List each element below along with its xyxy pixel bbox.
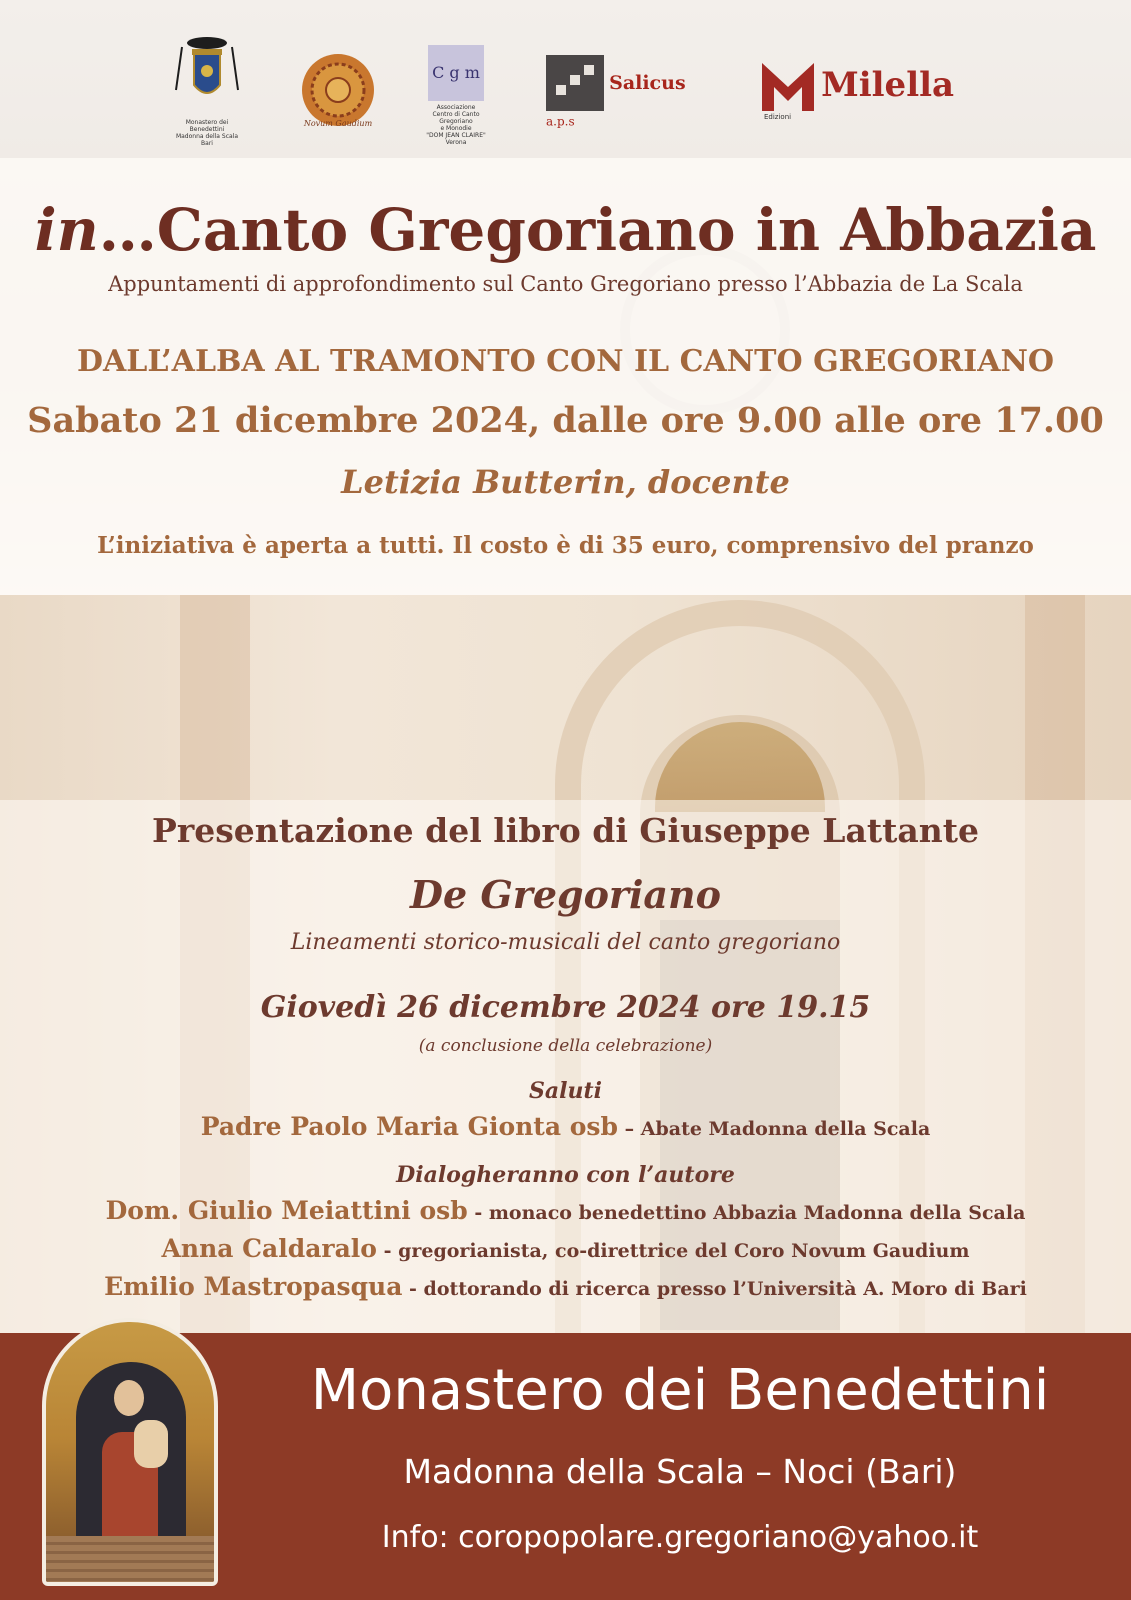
speaker-name: Dom. Giulio Meiattini osb (105, 1196, 468, 1225)
milella-name: Milella (821, 65, 955, 105)
novum-gaudium-logo (295, 50, 381, 127)
steps (46, 1536, 214, 1582)
novum-gaudium-caption: Novum Gaudium (303, 119, 373, 128)
cgm-logo-caption: Associazione Centro di Canto Gregoriano e Monodie "DOM JEAN CLAIRE" Verona (426, 104, 486, 146)
speaker-role: – Abate Madonna della Scala (618, 1118, 931, 1140)
salicus-logo (546, 55, 716, 130)
speaker-role: - gregorianista, co-direttrice del Coro Novum Gaudium (376, 1240, 970, 1262)
footer-contact-email[interactable]: Info: coropopolare.gregoriano@yahoo.it (381, 1520, 979, 1555)
saluti-label: Saluti (528, 1078, 602, 1104)
footer-subtitle: Madonna della Scala – Noci (Bari) (403, 1452, 957, 1491)
madonna-della-scala-icon (42, 1318, 218, 1586)
event1-heading: DALL’ALBA AL TRAMONTO CON IL CANTO GREGORIANO (76, 344, 1055, 379)
speaker-name: Emilio Mastropasqua (104, 1272, 403, 1301)
monastero-logo-caption: Monastero dei Benedettini Madonna della Scala Bari (175, 119, 239, 147)
milella-caption: Edizioni (764, 113, 792, 121)
madonna-face (114, 1380, 144, 1416)
speaker-role: - dottorando di ricerca presso l’Università A. Moro di Bari (402, 1278, 1027, 1300)
saluti-speaker (0, 1112, 1131, 1141)
footer-title: Monastero dei Benedettini (310, 1358, 1050, 1423)
event1-teacher: Letizia Butterin, docente (341, 463, 790, 501)
event1-info: L’iniziativa è aperta a tutti. Il costo è di 35 euro, comprensivo del pranzo (97, 532, 1034, 559)
monastero-logo (168, 35, 246, 147)
salicus-name: Salicus (609, 72, 686, 94)
event-series-subtitle: Appuntamenti di approfondimento sul Canto Gregoriano presso l’Abbazia de La Scala (108, 272, 1023, 296)
sun-rosette-icon (298, 50, 378, 130)
dialog-label: Dialogheranno con l’autore (396, 1162, 735, 1188)
cgm-logo-mark: C g m (428, 45, 484, 101)
book-subtitle: Lineamenti storico-musicali del canto gregoriano (290, 930, 841, 955)
title-main: …Canto Gregoriano in Abbazia (98, 196, 1097, 264)
salicus-neume-icon (546, 55, 604, 111)
cgm-logo (418, 45, 494, 146)
speaker-name: Anna Caldaralo (161, 1234, 377, 1263)
sponsor-logos (0, 35, 1131, 155)
event2-date: Giovedì 26 dicembre 2024 ore 19.15 (260, 990, 871, 1025)
book-title: De Gregoriano (410, 872, 721, 917)
event2-heading: Presentazione del libro di Giuseppe Lattante (152, 811, 979, 850)
event-series-title (0, 196, 1131, 264)
event1-date: Sabato 21 dicembre 2024, dalle ore 9.00 alle ore 17.00 (27, 400, 1104, 441)
salicus-suffix: a.p.s (546, 114, 575, 129)
speaker-row (0, 1234, 1131, 1263)
title-prefix: in (34, 196, 99, 264)
event2-note: (a conclusione della celebrazione) (418, 1036, 713, 1056)
speaker-row (0, 1196, 1131, 1225)
speaker-name: Padre Paolo Maria Gionta osb (200, 1112, 618, 1141)
child-figure (134, 1420, 168, 1468)
speaker-role: - monaco benedettino Abbazia Madonna della Scala (467, 1202, 1026, 1224)
milella-logo (760, 57, 970, 121)
bishop-coat-of-arms-icon (172, 35, 242, 115)
speaker-row (0, 1272, 1131, 1301)
milella-m-icon (760, 57, 816, 113)
